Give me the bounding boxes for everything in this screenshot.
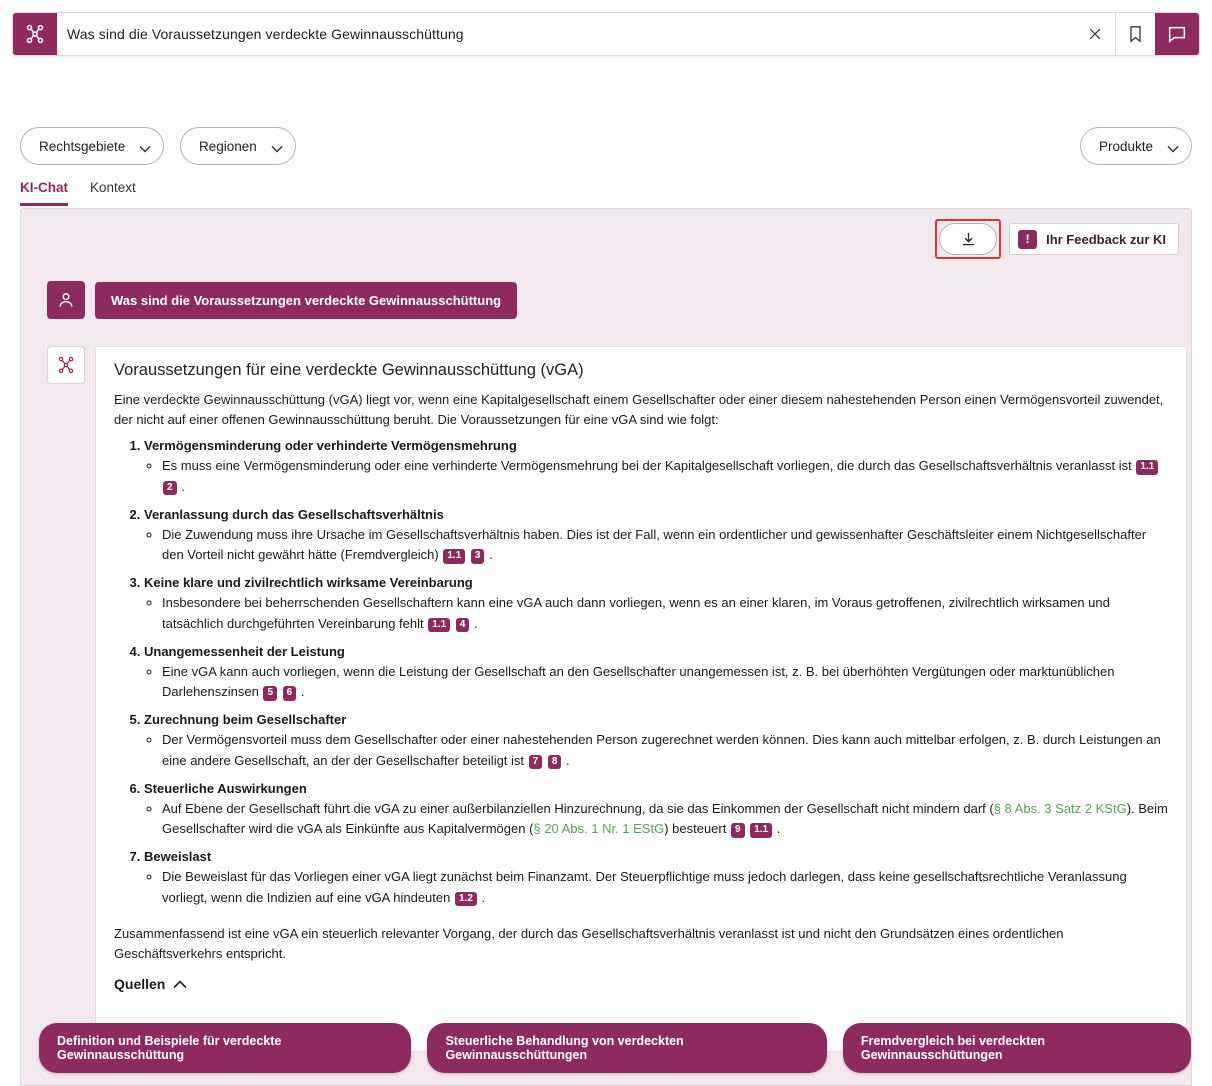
step-body — [162, 730, 1168, 771]
ai-answer-card — [95, 346, 1187, 1052]
list-item — [144, 438, 1168, 497]
filter-rechtsgebiete[interactable] — [20, 127, 164, 165]
reference-badge[interactable]: 1.1 — [443, 549, 465, 564]
step-body-end: . — [473, 615, 478, 631]
step-heading: Vermögensminderung oder verhinderte Vermögensmehrung — [144, 438, 517, 454]
answer-summary: Zusammenfassend ist eine vGA ein steuerlich relevanter Vorgang, der durch das Gesellschaftsverhältnis veranlasst ist und nicht den Grundsätzen eines ordentlichen Geschäftsverkehrs entspricht. — [114, 926, 1064, 962]
step-body-end: . — [300, 684, 305, 700]
chat-toolbar — [935, 219, 1179, 259]
reference-badge[interactable]: 5 — [263, 686, 277, 701]
chat-icon[interactable] — [1155, 13, 1199, 55]
chevron-down-icon — [271, 141, 281, 151]
list-item — [144, 849, 1168, 908]
step-body-text: Es muss eine Vermögensminderung oder eine verhinderte Vermögensmehrung bei der Kapitalgesellschaft vorliegen, die durch das Gesellschaftsverhältnis veranlasst ist — [162, 458, 1132, 474]
step-body-text: Die Beweislast für das Vorliegen einer vGA liegt zunächst beim Finanzamt. Der Steuerpflichtige muss jedoch darlegen, dass keine gesellschaftsrechtliche Veranlassung vorliegt, wenn die Indizien auf eine vGA hindeuten — [162, 869, 1127, 905]
list-item — [144, 781, 1168, 840]
clear-search-button[interactable] — [1075, 13, 1115, 55]
step-body-end: . — [566, 752, 570, 768]
answer-intro: Eine verdeckte Gewinnausschüttung (vGA) liegt vor, wenn eine Kapitalgesellschaft einem Gesellschafter oder einer diesem nahestehenden Person einen Vermögensvorteil zuwendet, der nicht auf einer offenen Gewinnausschüttung beruht. Die Voraussetzungen für eine vGA sind wie folgt: — [114, 392, 1164, 428]
ai-avatar-icon — [47, 346, 85, 384]
reference-badge[interactable]: 2 — [163, 481, 177, 496]
step-body-text: Eine vGA kann auch vorliegen, wenn die Leistung der Gesellschaft an den Gesellschafter unangemessen ist, z. B. bei überhöhten Vergütungen oder marktunüblichen Darlehenszinsen — [162, 663, 1115, 700]
suggestion-chip-2[interactable]: Steuerliche Behandlung von verdeckten Gewinnausschüttungen — [427, 1023, 826, 1073]
filter-regionen-label: Regionen — [198, 138, 257, 154]
step-heading: Beweislast — [144, 849, 212, 865]
reference-badge[interactable]: 1.2 — [455, 892, 477, 907]
filter-produkte-label: Produkte — [1098, 138, 1153, 154]
reference-badge[interactable]: 9 — [731, 823, 745, 838]
suggestion-chip-1[interactable]: Definition und Beispiele für verdeckte Gewinnausschüttung — [39, 1023, 411, 1073]
download-button[interactable] — [939, 223, 997, 255]
tab-kontext[interactable]: Kontext — [90, 180, 136, 195]
reference-badge[interactable]: 1.1 — [428, 618, 450, 633]
search-input[interactable] — [57, 13, 1075, 55]
step-body-text: Der Vermögensvorteil muss dem Gesellschafter oder einer nahestehenden Person zugerechnet werden können. Dies kann auch mittelbar erfolgen, z. B. durch Leistungen an eine andere Gesellschaft, an der der Gesellschafter beteiligt ist — [162, 732, 1161, 768]
step-heading: Steuerliche Auswirkungen — [144, 780, 307, 796]
reference-badge[interactable]: 1.1 — [750, 823, 772, 838]
step-body-mid2: ) besteuert — [664, 821, 727, 837]
step-body-text: Insbesondere bei beherrschenden Gesellschaftern kann eine vGA auch dann vorliegen, wenn es an einer klaren, im Voraus getroffenen, zivilrechtlich wirksamen und tatsächlich durchgeführten Vereinbarung fehlt — [162, 595, 1110, 631]
step-body — [162, 867, 1168, 908]
suggestion-chips — [39, 1023, 1191, 1073]
user-message: Was sind die Voraussetzungen verdeckte Gewinnausschüttung — [95, 282, 517, 319]
feedback-button[interactable] — [1009, 223, 1179, 255]
app-logo — [13, 13, 57, 55]
chevron-up-icon — [173, 976, 187, 992]
law-reference-link[interactable]: § 20 Abs. 1 Nr. 1 EStG — [533, 821, 665, 837]
chevron-down-icon — [1167, 141, 1177, 151]
reference-badge[interactable]: 1.1 — [1136, 460, 1158, 475]
suggestion-chip-3[interactable]: Fremdvergleich bei verdeckten Gewinnausschüttungen — [843, 1023, 1191, 1073]
step-body — [162, 799, 1168, 840]
step-heading: Unangemessenheit der Leistung — [144, 643, 345, 659]
tab-bar — [20, 180, 136, 206]
step-heading: Zurechnung beim Gesellschafter — [144, 712, 347, 728]
reference-badge[interactable]: 6 — [283, 686, 297, 701]
filter-bar — [20, 127, 1192, 167]
step-body — [162, 593, 1168, 634]
sources-label: Quellen — [114, 976, 166, 993]
search-input-value: Was sind die Voraussetzungen verdeckte Gewinnausschüttung — [67, 26, 464, 42]
answer-title: Voraussetzungen für eine verdeckte Gewinnausschüttung (vGA) — [114, 361, 584, 379]
answer-steps — [114, 438, 1168, 908]
filter-rechtsgebiete-label: Rechtsgebiete — [39, 138, 126, 154]
reference-badge[interactable]: 3 — [471, 549, 485, 564]
download-highlight — [935, 219, 1001, 259]
ai-answer-row — [47, 346, 1187, 1052]
step-body — [162, 525, 1168, 566]
step-body — [162, 662, 1168, 703]
list-item — [144, 575, 1168, 634]
law-reference-link[interactable]: § 8 Abs. 3 Satz 2 KStG — [993, 800, 1127, 816]
filter-produkte[interactable] — [1080, 127, 1192, 165]
list-item — [144, 644, 1168, 703]
chat-panel — [20, 208, 1192, 1086]
step-body-end: . — [481, 889, 486, 905]
reference-badge[interactable]: 8 — [548, 755, 562, 770]
step-heading: Keine klare und zivilrechtlich wirksame Vereinbarung — [144, 575, 473, 591]
feedback-button-label: Ihr Feedback zur KI — [1046, 231, 1166, 247]
step-body-end: . — [776, 821, 781, 837]
chevron-down-icon — [139, 141, 149, 151]
reference-badge[interactable]: 7 — [529, 755, 543, 770]
step-body-text: Die Zuwendung muss ihre Ursache im Gesellschaftsverhältnis haben. Dies ist der Fall, wenn ein ordentlicher und gewissenhafter Geschäftsleiter einem Nichtgesellschafter den Vorteil nicht gewährt hätte (Fremdvergleich) — [162, 526, 1147, 563]
sources-toggle[interactable] — [114, 976, 1168, 992]
step-body — [162, 456, 1168, 497]
list-item — [144, 712, 1168, 771]
step-body-end: . — [489, 547, 493, 563]
user-avatar-icon — [47, 281, 85, 319]
step-body-text: Auf Ebene der Gesellschaft führt die vGA zu einer außerbilanziellen Hinzurechnung, da sie das Einkommen der Gesellschaft nicht mindern darf ( — [162, 800, 994, 816]
list-item — [144, 507, 1168, 566]
reference-badge[interactable]: 4 — [456, 618, 470, 633]
tab-ki-chat[interactable]: KI-Chat — [20, 180, 68, 206]
bookmark-icon[interactable] — [1115, 13, 1155, 55]
user-message-row — [47, 281, 517, 319]
step-body-mid: ). Beim Gesellschafter wird die vGA als Einkünfte aus Kapitalvermögen ( — [162, 800, 1168, 837]
step-body-end: . — [181, 478, 185, 494]
feedback-badge-icon: ! — [1018, 230, 1037, 249]
step-heading: Veranlassung durch das Gesellschaftsverhältnis — [144, 506, 444, 522]
filter-regionen[interactable] — [180, 127, 296, 165]
top-search-bar — [12, 12, 1200, 56]
